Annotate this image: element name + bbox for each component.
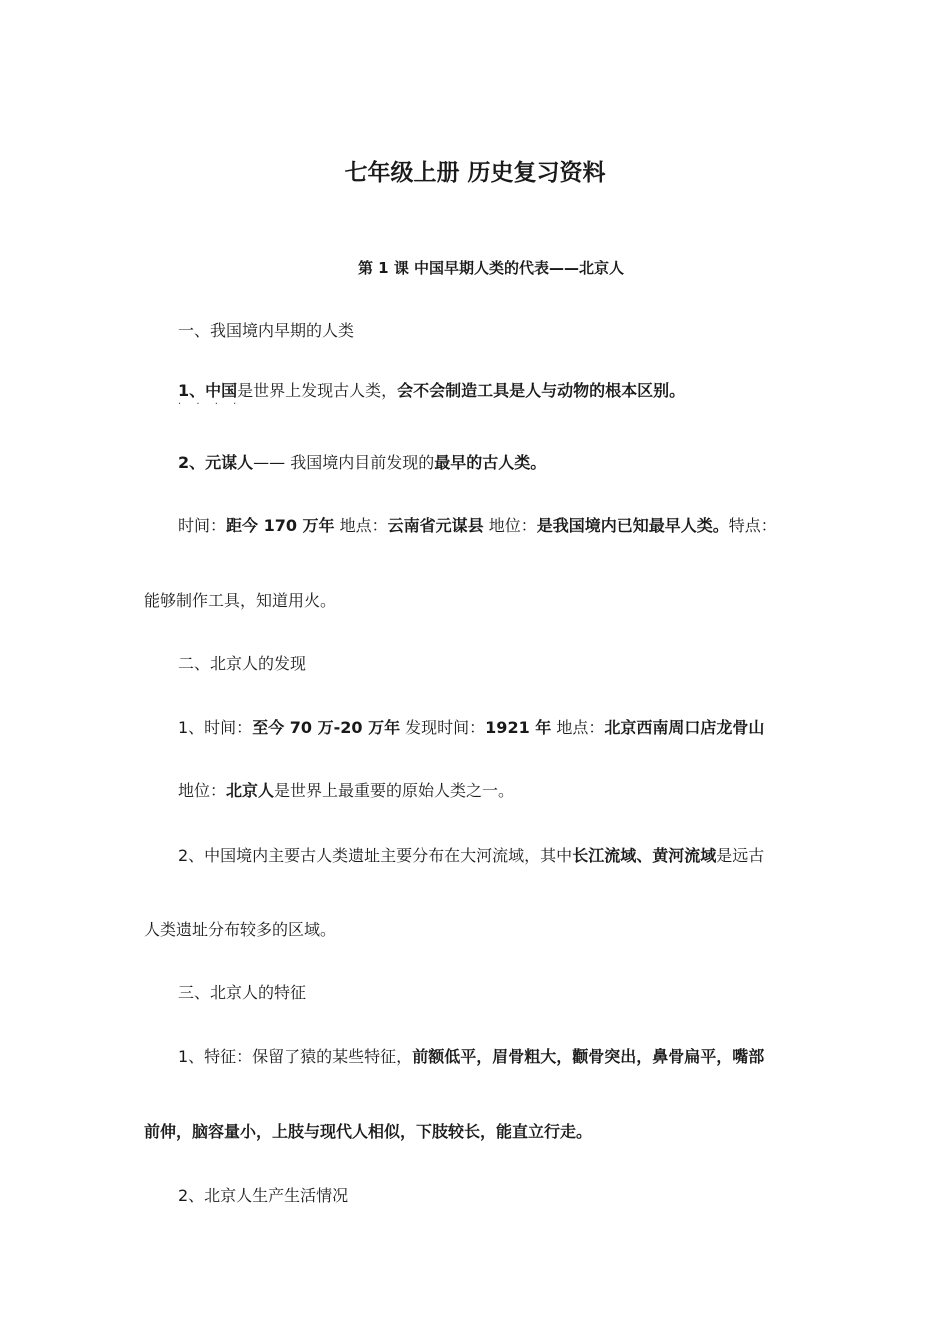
paragraph-features xyxy=(178,1046,764,1068)
document-title: 七年级上册 历史复习资料 xyxy=(344,160,606,186)
body-text: 地点： xyxy=(551,718,605,737)
paragraph-continuation: 前伸，脑容量小，上肢与现代人相似，下肢较长，能直立行走。 xyxy=(144,1122,593,1141)
body-text: 时间： xyxy=(178,516,227,535)
emphasis-text: 长江流域、黄河流域 xyxy=(572,846,717,865)
lesson-title: 第 1 课 中国早期人类的代表——北京人 xyxy=(357,259,625,277)
body-text: 地位： xyxy=(178,781,227,800)
emphasis-text: 最早的古人类。 xyxy=(434,453,547,472)
body-text: 地点： xyxy=(334,516,388,535)
paragraph-continuation: 人类遗址分布较多的区域。 xyxy=(144,920,337,939)
paragraph-peking-status xyxy=(178,780,514,802)
section-heading-discovery: 二、北京人的发现 xyxy=(178,654,307,673)
body-text: —— 我国境内目前发现的 xyxy=(253,453,435,472)
paragraph-continuation: 能够制作工具，知道用火。 xyxy=(144,591,337,610)
body-text: 1、特征：保留了猿的某些特征， xyxy=(178,1047,413,1066)
emphasis-text: 距今 170 万年 xyxy=(226,516,335,535)
emphasis-text: 2、元谋人 xyxy=(178,453,254,472)
paragraph-sites xyxy=(178,845,764,867)
body-text: 是远古 xyxy=(716,846,765,865)
emphasis-text: 1921 年 xyxy=(485,718,552,737)
emphasis-text: 会不会制造工具是人与动物的根本区别。 xyxy=(397,381,686,400)
emphasis-text: 北京西南周口店龙骨山 xyxy=(604,718,765,737)
emphasis-text: 1、中国 xyxy=(178,381,238,400)
emphasis-text: 前额低平，眉骨粗大，颧骨突出，鼻骨扁平，嘴部 xyxy=(412,1047,765,1066)
body-text: 是世界上发现古人类， xyxy=(237,381,398,400)
emphasis-text: 至今 70 万-20 万年 xyxy=(252,718,401,737)
body-text: 特点： xyxy=(728,516,777,535)
body-text: 2、中国境内主要古人类遗址主要分布在大河流域，其中 xyxy=(178,846,573,865)
body-text: 是世界上最重要的原始人类之一。 xyxy=(274,781,515,800)
paragraph-yuanmou xyxy=(178,452,546,474)
paragraph-china-humans xyxy=(178,380,685,402)
paragraph-yuanmou-details xyxy=(178,515,777,537)
emphasis-text: 云南省元谋县 xyxy=(387,516,484,535)
emphasis-text: 北京人 xyxy=(226,781,275,800)
emphasis-dots: · · · · xyxy=(178,399,243,410)
emphasis-text: 是我国境内已知最早人类。 xyxy=(536,516,729,535)
section-heading-features: 三、北京人的特征 xyxy=(178,983,307,1002)
paragraph-life: 2、北京人生产生活情况 xyxy=(178,1186,349,1205)
section-heading-early-humans: 一、我国境内早期的人类 xyxy=(178,321,355,340)
body-text: 地位： xyxy=(483,516,537,535)
body-text: 发现时间： xyxy=(400,718,486,737)
body-text: 1、时间： xyxy=(178,718,253,737)
paragraph-discovery-details xyxy=(178,717,764,739)
